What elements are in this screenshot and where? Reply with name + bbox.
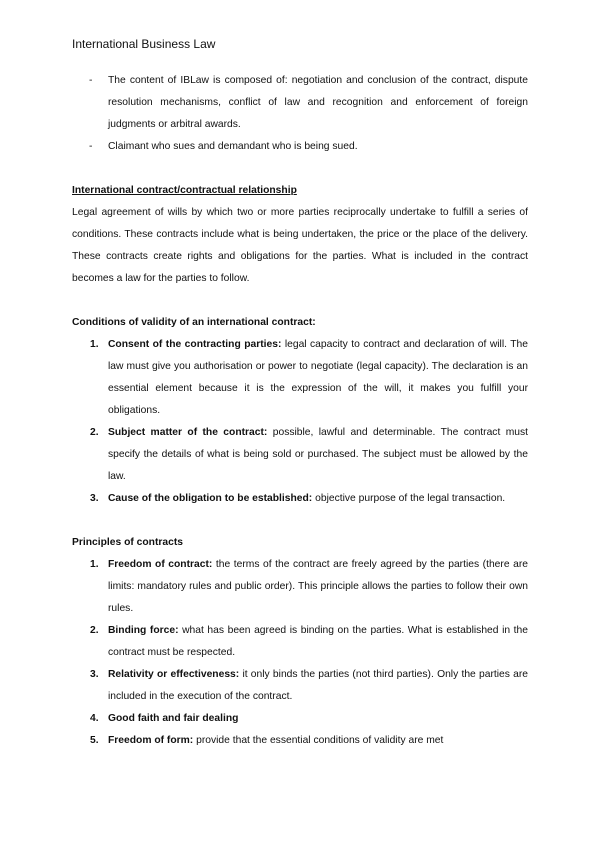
section-title: International contract/contractual relationship: [72, 185, 297, 196]
list-item: 1. Consent of the contracting parties: legal capacity to contract and declaration of will. The law must give you authorisation or power to negotiate (legal capacity). The declaration is an essential element because it is the expression of the will, it makes you fulfill your obligations.: [90, 339, 528, 416]
list-item: 1. Freedom of contract: the terms of the contract are freely agreed by the parties (there are limits: mandatory rules and public order). This principle allows the parties to follow their own rules.: [90, 559, 528, 614]
list-item: 5. Freedom of form: provide that the essential conditions of validity are met: [90, 735, 444, 746]
list-item: - Claimant who sues and demandant who is being sued.: [89, 141, 358, 152]
section-title: Conditions of validity of an international contract:: [72, 317, 316, 328]
page-header: International Business Law: [72, 37, 216, 51]
section-body: Legal agreement of wills by which two or more parties reciprocally undertake to fulfill a series of conditions. These contracts include what is being undertaken, the price or the place of the delivery. These contracts create rights and obligations for the parties. What is included in the contract becomes a law for the parties to follow.: [72, 207, 528, 284]
list-item: 3. Cause of the obligation to be established: objective purpose of the legal transaction.: [90, 493, 506, 504]
conditions-list: [72, 334, 528, 510]
list-item: - The content of IBLaw is composed of: negotiation and conclusion of the contract, dispute resolution mechanisms, conflict of law and recognition and enforcement of foreign judgments or arbitral awards.: [89, 75, 528, 130]
list-item: 2. Subject matter of the contract: possible, lawful and determinable. The contract must specify the details of what is being sold or purchased. The subject must be allowed by the law.: [90, 427, 529, 482]
list-item: 2. Binding force: what has been agreed is binding on the parties. What is established in the contract must be respected.: [90, 625, 528, 658]
principles-list: [72, 554, 528, 752]
list-item: 3. Relativity or effectiveness: it only binds the parties (not third parties). Only the parties are included in the execution of the contract.: [90, 669, 529, 702]
intro-list: [72, 70, 528, 158]
list-item: 4. Good faith and fair dealing: [90, 713, 239, 724]
section-title: Principles of contracts: [72, 537, 184, 548]
document-body: [72, 70, 528, 752]
